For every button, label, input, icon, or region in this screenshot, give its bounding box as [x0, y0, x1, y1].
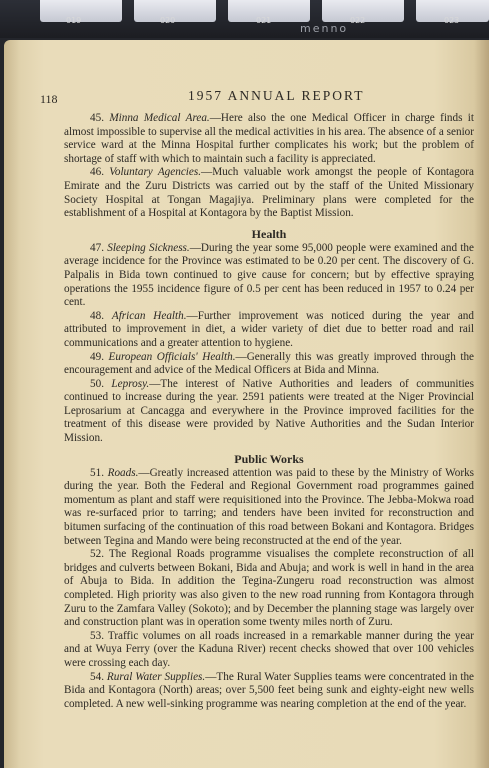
paragraph — [64, 548, 474, 630]
section-heading: Health — [251, 226, 287, 241]
paragraph-title: Minna Medical Area. — [109, 112, 210, 124]
paragraph-number: 47. — [90, 241, 104, 254]
paragraph — [64, 671, 474, 712]
paragraph — [64, 351, 474, 378]
book-page — [4, 40, 489, 768]
paragraph-text: —The Rural Water Supplies teams were concentrated in the Bida and Kontagora (North) areas; over 5,500 feet being sunk and eighty-eight new wells completed. A new well-sinking programme was nearing completion at the end of the year. — [64, 670, 475, 710]
frame-label: 020 — [160, 16, 176, 25]
paragraph-text: —Much valuable work amongst the people of Kontagora Emirate and the Zuru Districts was carried out by the staff of the United Missionary Society Hospital at Tongan Magajiya. Preliminary plans were completed for the establishment of a Hospital at Kontagora by the Baptist Mission. — [64, 166, 474, 220]
paragraph — [64, 112, 474, 166]
paragraph-title: African Health. — [111, 309, 187, 322]
paragraph-title: Voluntary Agencies. — [109, 166, 202, 179]
paragraph-title: Roads. — [107, 466, 139, 479]
paragraph — [64, 166, 474, 220]
paragraph-text: Traffic volumes on all roads increased in a remarkable manner during the year and at Wuya Ferry (over the Kaduna River) recent checks showed that over 100 vehicles were crossing each day. — [64, 629, 474, 669]
report-body — [64, 112, 474, 711]
paragraph-text: —Generally this was greatly improved through the encouragement and advice of the Medical Officers at Bida and Minna. — [64, 350, 475, 377]
paragraph-title: Sleeping Sickness. — [107, 241, 190, 254]
film-strip — [0, 0, 489, 38]
paragraph-number: 48. — [90, 309, 104, 322]
paragraph — [64, 242, 474, 310]
paragraph-text: —Here also the one Medical Officer in charge finds it almost impossible to supervise all the medical activities in his area. The absence of a senior service ward at the Minna Hospital further complicates his work; but the problem of shortage of staff with which to maintain such a facility is appreciated. — [64, 112, 474, 165]
paragraph-number: 45. — [90, 112, 104, 124]
frame-label: 023 — [444, 16, 460, 25]
paragraph-title: Leprosy. — [111, 377, 150, 390]
paragraph — [64, 467, 474, 549]
frame-label: 019 — [66, 16, 82, 25]
frame-label: 022 — [350, 16, 366, 25]
running-head: 1957 ANNUAL REPORT — [188, 88, 365, 103]
paragraph-number: 54. — [90, 670, 104, 683]
paragraph-text: —During the year some 95,000 people were examined and the average incidence for the Province was estimated to be 0.20 per cent. The discovery of G. Palpalis in Bida town continued to give cause for concern; but by effective spraying operations the 1955 incidence figure of 0.5 per cent has been reduced in 1957 to 0.24 per cent. — [64, 241, 474, 309]
paragraph-text: —Further improvement was noticed during the year and attributed to improvement in diet, a wider variety of diet due to better road and rail communications and a greater attention to hygiene. — [64, 309, 474, 349]
frame-label: 021 — [256, 16, 272, 25]
paragraph-number: 49. — [90, 350, 104, 363]
paragraph-number: 53. — [90, 629, 104, 642]
paragraph-number: 52. — [90, 548, 104, 561]
paragraph-number: 51. — [90, 466, 104, 479]
paragraph — [64, 630, 474, 671]
paragraph — [64, 310, 474, 351]
section-heading: Public Works — [234, 451, 304, 466]
paragraph-number: 50. — [90, 377, 104, 390]
paragraph-text: The Regional Roads programme visualises the complete reconstruction of all bridges and culverts between Bokani, Bida and Abuja; and work is well in hand in the area of Abuja to Bida. In addition the Tegina-Zungeru road reconstruction was almost completed. High priority was also given to the new road running from Kontagora through Zuru to the Zamfara Valley (Sokoto); and by December the planning stage was largely over and construction plant was in operation some twenty miles north of Zuru. — [64, 548, 474, 629]
page-number: 118 — [40, 92, 58, 106]
paragraph-text: —Greatly increased attention was paid to these by the Ministry of Works during the year. Both the Federal and Regional Government road programmes gained momentum as plant and staff were requisitioned into the Province. The Jebba-Mokwa road was re-surfaced prior to tarring; and tenders have been invited for reconstruction and bitumen surfacing of the continuation of this road between Bokani and Kontagora. Bridges between Tegina and Mando were being reconstructed at the end of the year. — [64, 466, 475, 547]
paragraph — [64, 378, 474, 446]
scanner-brand: menno — [300, 22, 349, 35]
paragraph-title: Rural Water Supplies. — [106, 670, 206, 683]
paragraph-number: 46. — [90, 166, 104, 179]
paragraph-text: —The interest of Native Authorities and leaders of communities continued to increase during the year. 2591 patients were treated at the Niger Provincial Leprosarium at Cancagga and everywhere in the Province improved facilities for the treatment of this disease were provided by Native Authorities and the Sudan Interior Mission. — [64, 377, 474, 445]
paragraph-title: European Officials' Health. — [108, 350, 236, 363]
